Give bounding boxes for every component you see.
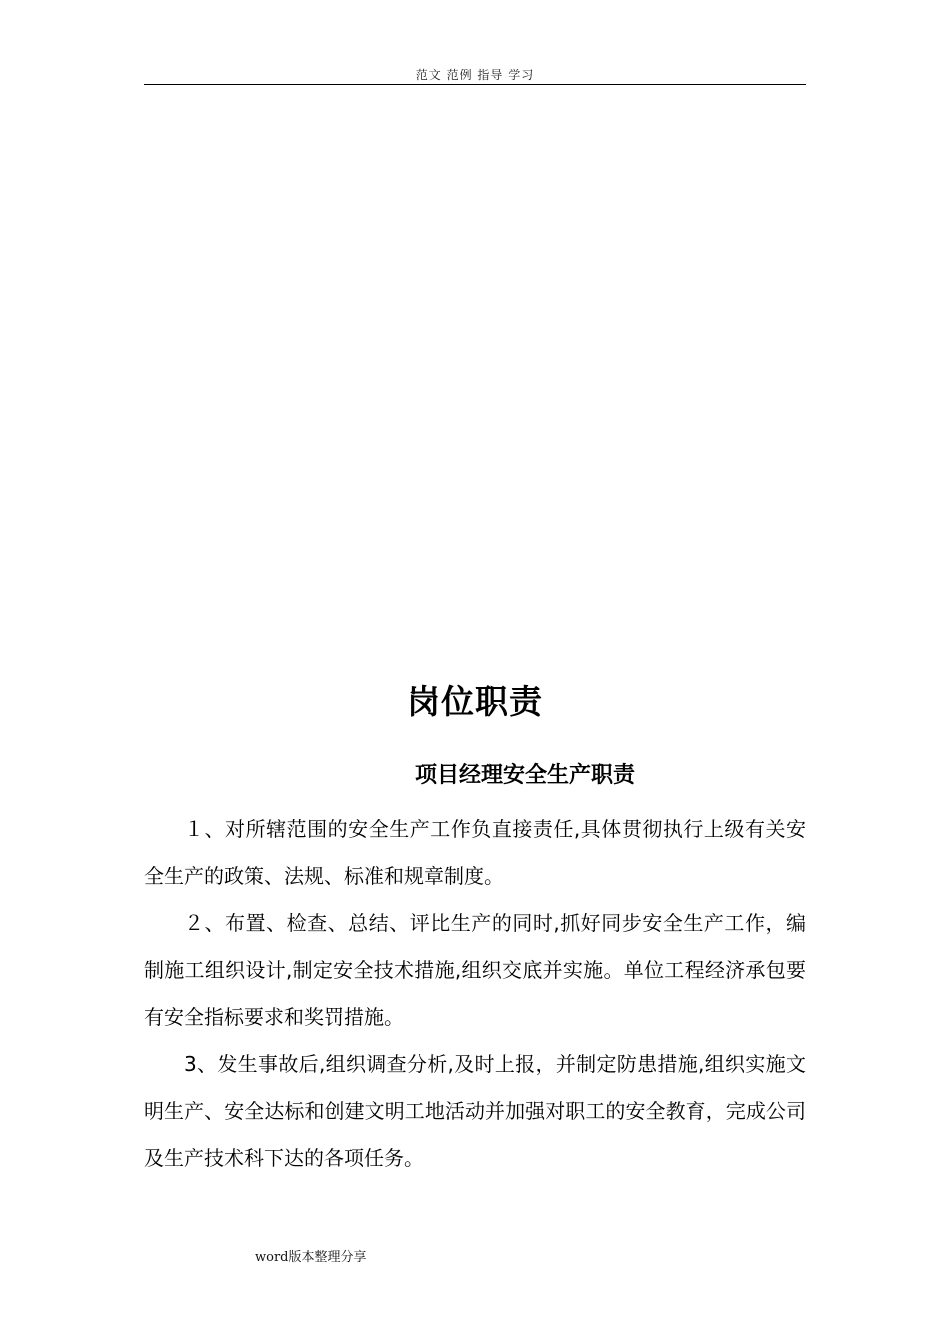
page-title: 岗位职责 xyxy=(407,682,543,721)
page-header xyxy=(144,62,806,85)
paragraph-1: １、对所辖范围的安全生产工作负直接责任,具体贯彻执行上级有关安全生产的政策、法规、标准和规章制度。 xyxy=(144,817,806,888)
section-title: 项目经理安全生产职责 xyxy=(414,763,635,788)
page-footer: word版本整理分享 xyxy=(255,1250,367,1265)
paragraph-2: ２、布置、检查、总结、评比生产的同时,抓好同步安全生产工作，编制施工组织设计,制定安全技术措施,组织交底并实施。单位工程经济承包要有安全指标要求和奖罚措施。 xyxy=(144,911,806,1029)
paragraph-3: 3、发生事故后,组织调查分析,及时上报，并制定防患措施,组织实施文明生产、安全达标和创建文明工地活动并加强对职工的安全教育，完成公司及生产技术科下达的各项任务。 xyxy=(144,1052,806,1170)
header-text: 范文 范例 指导 学习 xyxy=(415,68,535,82)
document-body xyxy=(144,806,806,1182)
